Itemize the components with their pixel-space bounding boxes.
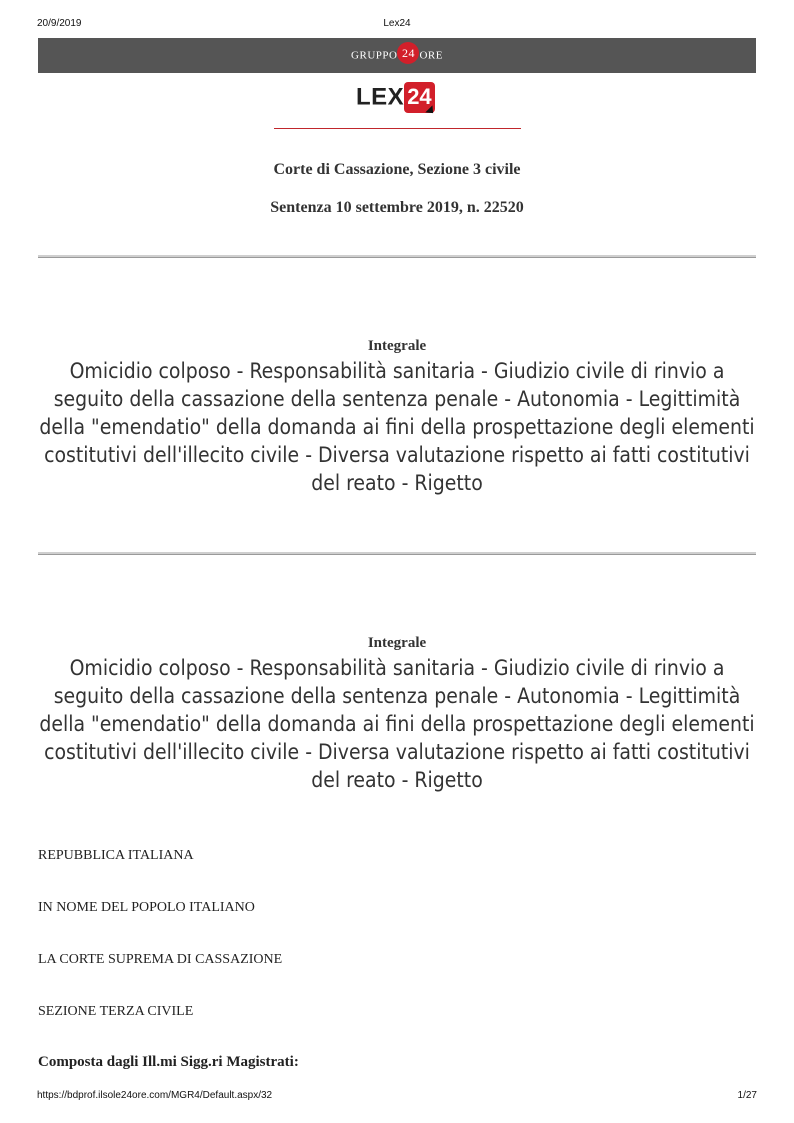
body-section: SEZIONE TERZA CIVILE [38,1004,194,1019]
body-composition: Composta dagli Ill.mi Sigg.ri Magistrati: [38,1054,299,1070]
summary-block [0,634,794,794]
print-page-number: 1/27 [737,1090,757,1101]
gruppo-24-ore-bar [38,38,756,73]
ore-label: ORE [419,49,443,62]
block-kicker: Integrale [367,635,427,651]
section-divider [38,552,756,555]
gruppo-24-badge: 24 [397,42,419,64]
court-title: Corte di Cassazione, Sezione 3 civile [273,161,521,178]
lex24-logo[interactable] [356,82,435,120]
print-title: Lex24 [383,18,411,29]
body-republic: REPUBBLICA ITALIANA [38,848,194,863]
sentence-title: Sentenza 10 settembre 2019, n. 22520 [270,199,524,216]
block-headline[interactable]: Omicidio colposo - Responsabilità sanitaria - Giudizio civile di rinvio a seguito della cassazione della sentenza penale - Autonomia - Legittimità della "emendatio" della domanda ai fini della prospettazione degli elementi costitutivi dell'illecito civile - Diversa valutazione rispetto ai fatti costitutivi del reato - Rigetto [39,656,755,792]
gruppo-label: GRUPPO [351,49,398,62]
print-header [0,18,794,32]
print-date: 20/9/2019 [37,18,82,29]
lex-logo-num: 24 [407,84,432,109]
lex-logo-text: LEX [356,83,405,111]
gruppo-24-ore-logo[interactable] [351,48,443,64]
block-headline[interactable]: Omicidio colposo - Responsabilità sanitaria - Giudizio civile di rinvio a seguito della cassazione della sentenza penale - Autonomia - Legittimità della "emendatio" della domanda ai fini della prospettazione degli elementi costitutivi dell'illecito civile - Diversa valutazione rispetto ai fatti costitutivi del reato - Rigetto [39,359,755,495]
body-people: IN NOME DEL POPOLO ITALIANO [38,900,255,915]
lex-logo-badge [404,82,434,113]
block-kicker: Integrale [367,338,427,354]
logo-underline [274,128,521,129]
print-footer [0,1090,794,1104]
print-url: https://bdprof.ilsole24ore.com/MGR4/Default.aspx/32 [37,1090,273,1101]
summary-block [0,337,794,497]
section-divider [38,255,756,258]
body-court: LA CORTE SUPREMA DI CASSAZIONE [38,952,283,967]
